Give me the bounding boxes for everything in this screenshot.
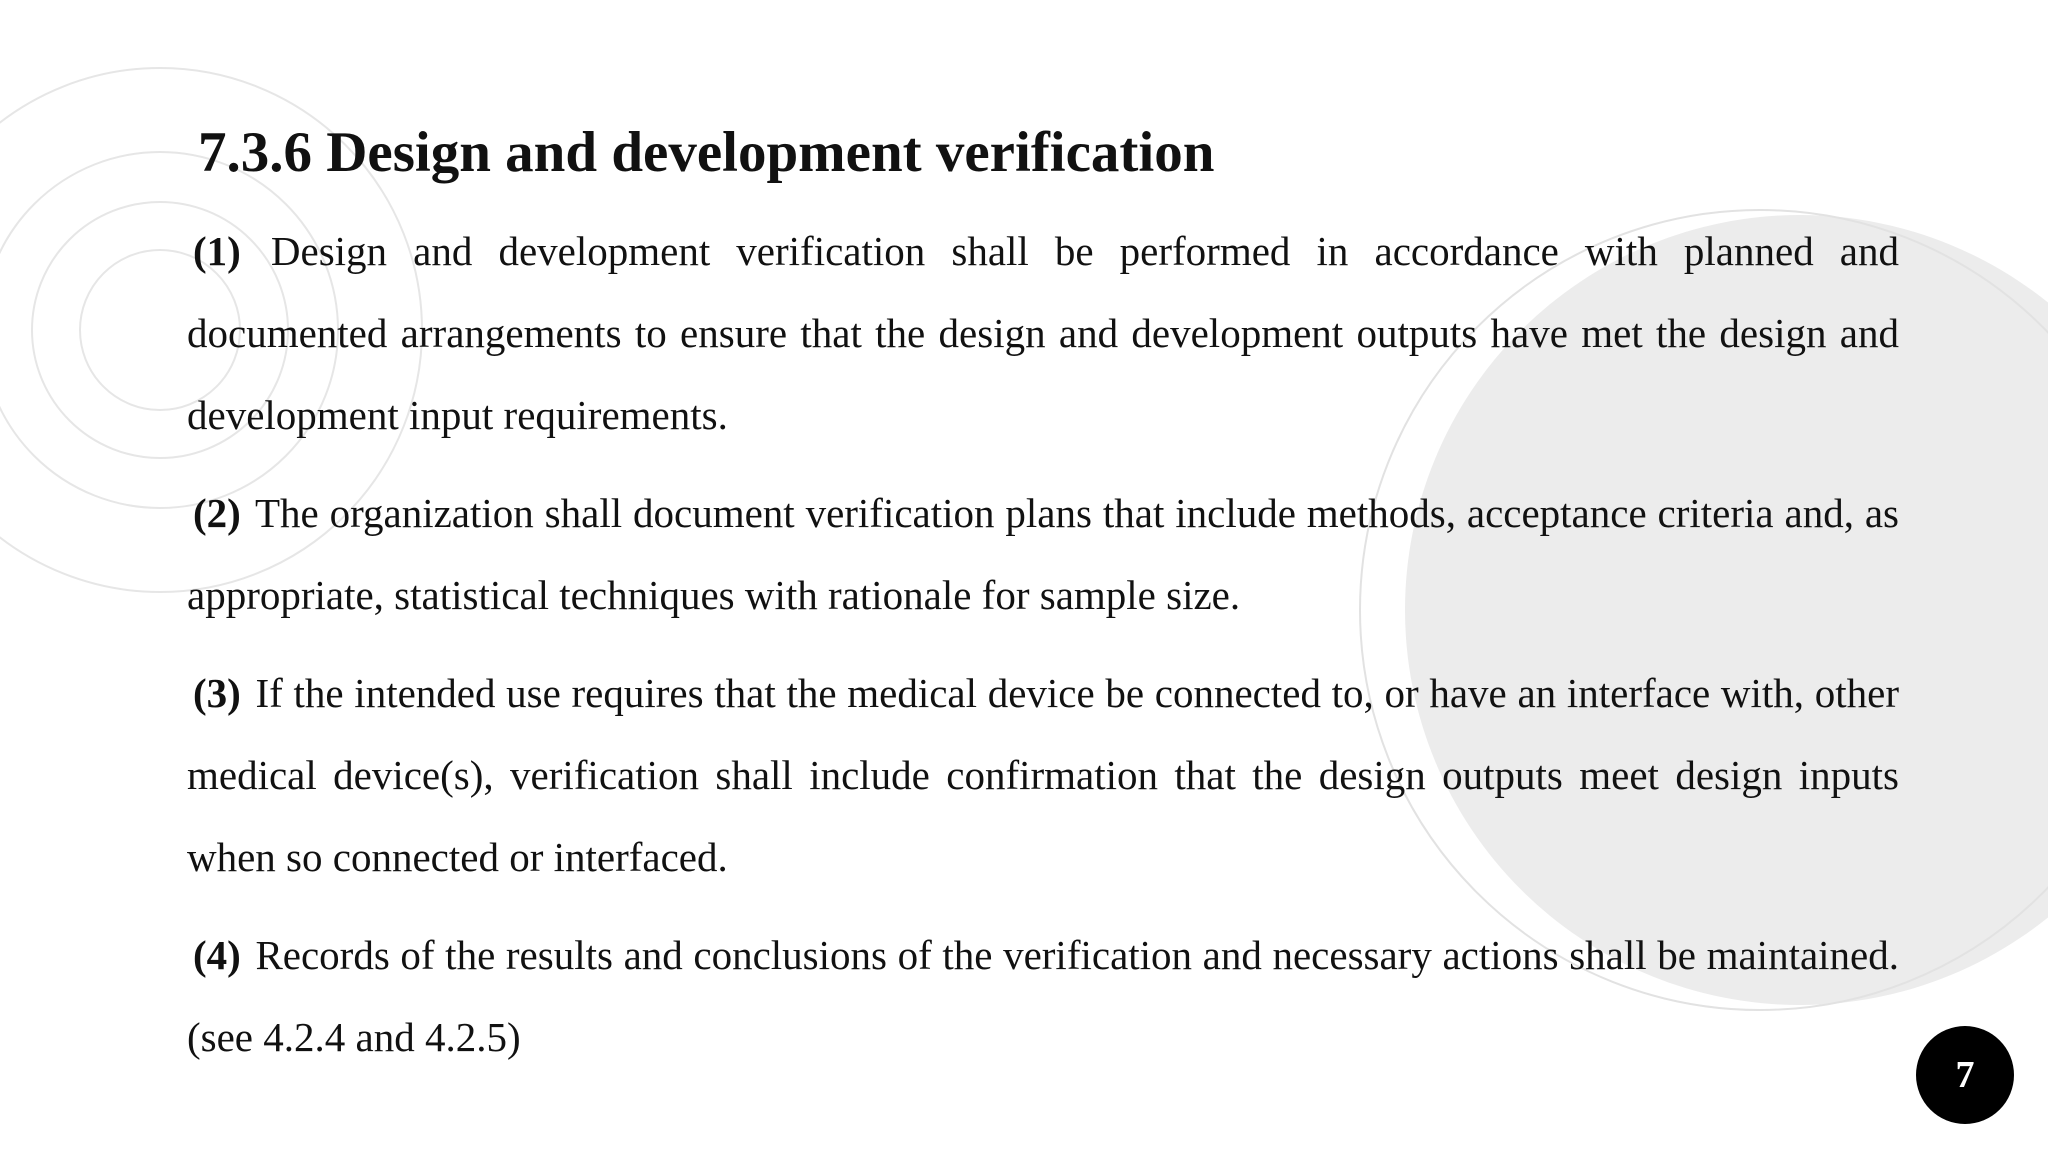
paragraph-number: (1): [193, 228, 241, 274]
paragraph-text: Design and development verification shall be performed in accordance with planned and documented arrangements to ensure that the design and development outputs have met the design and development input requirements.: [187, 228, 1899, 438]
paragraph-number: (2): [193, 490, 241, 536]
page-title: 7.3.6 Design and development verification: [198, 121, 1215, 184]
paragraph-number: (3): [193, 670, 241, 716]
paragraph: [187, 914, 1899, 1078]
page-number-badge: 7: [1916, 1026, 2014, 1124]
paragraph: [187, 652, 1899, 898]
paragraph: [187, 210, 1899, 456]
paragraph-text: Records of the results and conclusions of the verification and necessary actions shall be maintained. (see 4.2.4 and 4.2.5): [187, 932, 1900, 1060]
content-body: [187, 210, 1899, 1094]
paragraph: [187, 472, 1899, 636]
paragraph-number: (4): [193, 932, 241, 978]
paragraph-text: The organization shall document verification plans that include methods, acceptance criteria and, as appropriate, statistical techniques with rationale for sample size.: [187, 490, 1899, 618]
paragraph-text: If the intended use requires that the medical device be connected to, or have an interface with, other medical device(s), verification shall include confirmation that the design outputs meet design inputs when so connected or interfaced.: [187, 670, 1899, 880]
